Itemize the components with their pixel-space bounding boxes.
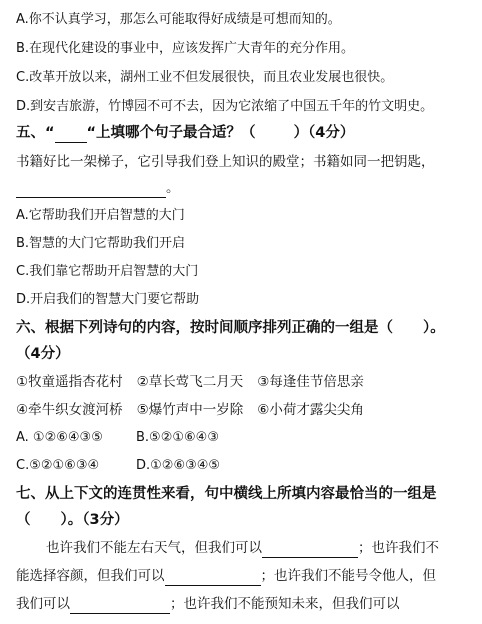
- q7-paren-open: （: [16, 512, 31, 528]
- q7-blank-2: [165, 571, 261, 586]
- q7-text-2b: ；也许我们不能号令他人，但: [260, 568, 436, 584]
- q6-option-b: B.⑤②①⑥④③: [136, 430, 219, 445]
- q7-text-3b: ；也许我们不能预知未来，但我们可以: [170, 596, 400, 612]
- q6-poem-5: ⑤爆竹声中一岁除: [136, 402, 244, 418]
- q6-poem-1: ①牧童遥指杏花村: [16, 374, 123, 390]
- q7-blank-3: [70, 599, 170, 614]
- q6-heading-end: ）。: [423, 320, 445, 336]
- q5-option-c: C.我们靠它帮助开启智慧的大门: [16, 264, 199, 279]
- q6-options-row2: [16, 456, 220, 476]
- q6-option-c: C.⑤②①⑥③④: [16, 458, 100, 473]
- q4-option-b: B.在现代化建设的事业中，应该发挥广大青年的充分作用。: [16, 41, 355, 56]
- q4-option-c: C.改革开放以来，湖州工业不但发展很快，而且农业发展也很快。: [16, 70, 394, 85]
- q6-options-row1: [16, 428, 219, 448]
- q7-text-3a: 我们可以: [16, 596, 70, 612]
- q5-option-a: A.它帮助我们开启智慧的大门: [16, 208, 185, 223]
- q6-poem-3: ③每逢佳节倍思亲: [257, 374, 364, 390]
- q7-blank-1: [262, 543, 358, 558]
- q4-option-d: D.到安吉旅游，竹博园不可不去，因为它浓缩了中国五千年的竹文明史。: [16, 99, 434, 114]
- q6-poem-4: ④牵牛织女渡河桥: [16, 402, 123, 418]
- q6-poem-6: ⑥小荷才露尖尖角: [257, 402, 364, 418]
- q6-poems-row2: [16, 400, 364, 420]
- q6-heading: [16, 318, 445, 338]
- q7-paragraph-line2: [16, 566, 436, 586]
- q6-option-a: A. ①②⑥④③⑤: [16, 430, 103, 445]
- q6-heading-text: 六、根据下列诗句的内容，按时间顺序排列正确的一组是（: [16, 320, 393, 336]
- q7-text-1b: ；也许我们不: [358, 540, 439, 556]
- q6-poem-2: ②草长莺飞二月天: [136, 374, 244, 390]
- q7-paragraph-line1: [46, 538, 439, 558]
- q7-paragraph-line3: [16, 594, 400, 614]
- q7-score: ）。（3分）: [60, 512, 129, 528]
- q4-option-a: A.你不认真学习，那怎么可能取得好成绩是可想而知的。: [16, 12, 341, 27]
- q5-stem-end: 。: [166, 180, 180, 196]
- q5-heading-start: 五、“: [16, 125, 55, 141]
- q5-stem-line2: [16, 178, 180, 198]
- q6-score: （4分）: [16, 346, 70, 362]
- q6-option-d: D.①②⑥③④⑤: [136, 458, 221, 473]
- q6-poems-row1: [16, 372, 364, 392]
- q5-heading-score: ）（4分）: [293, 125, 355, 141]
- q5-stem: 书籍好比一架梯子，它引导我们登上知识的殿堂；书籍如同一把钥匙，: [16, 154, 435, 170]
- q7-heading-line2: [16, 510, 129, 530]
- q7-text-1a: 也许我们不能左右天气，但我们可以: [46, 540, 262, 556]
- q5-heading: [16, 123, 354, 143]
- q5-option-d: D.开启我们的智慧大门要它帮助: [16, 292, 200, 307]
- q5-heading-middle: “上填哪个句子最合适？（: [86, 125, 256, 141]
- q5-option-b: B.智慧的大门它帮助我们开启: [16, 236, 186, 251]
- q7-text-2a: 能选择容颜，但我们可以: [16, 568, 165, 584]
- q5-heading-blank: [55, 128, 87, 143]
- q7-heading: 七、从上下文的连贯性来看，句中横线上所填内容最恰当的一组是: [16, 486, 437, 502]
- q5-stem-blank: [16, 183, 166, 198]
